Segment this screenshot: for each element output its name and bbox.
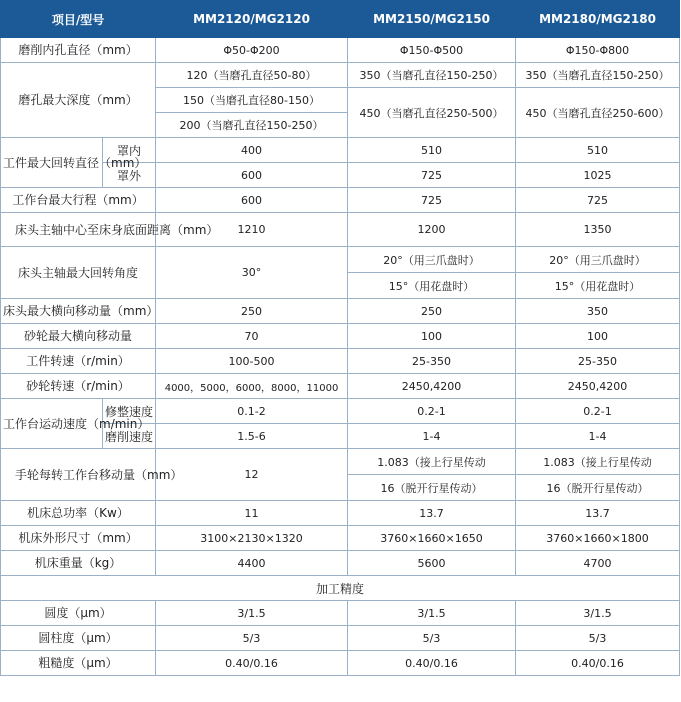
cell-depth-m2-b: 450（当磨孔直径250-500） (348, 88, 516, 138)
cell-cylindricity-m3: 5/3 (516, 626, 680, 651)
cell-wheel-cross-m1: 70 (156, 324, 348, 349)
cell-dimensions-m1: 3100×2130×1320 (156, 526, 348, 551)
label-spindle-angle: 床头主轴最大回转角度 (1, 247, 156, 299)
row-roughness (1, 651, 680, 676)
label-roundness: 圆度（μm） (1, 601, 156, 626)
label-table-travel: 工作台最大行程（mm） (1, 188, 156, 213)
header-model-3: MM2180/MG2180 (516, 1, 680, 38)
row-work-speed (1, 349, 680, 374)
cell-spindle-height-m3: 1350 (516, 213, 680, 247)
header-row (1, 1, 680, 38)
row-wheel-speed (1, 374, 680, 399)
cell-table-speed-dress-m2: 0.2-1 (348, 399, 516, 424)
row-cylindricity (1, 626, 680, 651)
cell-spindle-height-m1: 1210 (156, 213, 348, 247)
cell-spindle-angle-m1: 30° (156, 247, 348, 299)
label-swing-outer: 罩外 (103, 163, 156, 188)
cell-spindle-angle-m3-b: 15°（用花盘时） (516, 273, 680, 299)
cell-head-cross-m2: 250 (348, 299, 516, 324)
label-wheel-cross: 砂轮最大横向移动量 (1, 324, 156, 349)
row-handwheel-1 (1, 449, 680, 475)
cell-table-speed-grind-m2: 1-4 (348, 424, 516, 449)
cell-roundness-m1: 3/1.5 (156, 601, 348, 626)
label-wheel-speed: 砂轮转速（r/min） (1, 374, 156, 399)
cell-wheel-speed-m2: 2450,4200 (348, 374, 516, 399)
cell-table-speed-grind-m3: 1-4 (516, 424, 680, 449)
label-bore: 磨削内孔直径（mm） (1, 38, 156, 63)
label-power: 机床总功率（Kw） (1, 501, 156, 526)
label-dimensions: 机床外形尺寸（mm） (1, 526, 156, 551)
cell-roundness-m2: 3/1.5 (348, 601, 516, 626)
cell-spindle-height-m2: 1200 (348, 213, 516, 247)
cell-dimensions-m2: 3760×1660×1650 (348, 526, 516, 551)
cell-table-speed-dress-m3: 0.2-1 (516, 399, 680, 424)
cell-depth-m1-b: 150（当磨孔直径80-150） (156, 88, 348, 113)
cell-roughness-m1: 0.40/0.16 (156, 651, 348, 676)
cell-handwheel-m1: 12 (156, 449, 348, 501)
cell-table-travel-m3: 725 (516, 188, 680, 213)
label-swing: 工件最大回转直径（mm） (1, 138, 103, 188)
cell-table-speed-grind-m1: 1.5-6 (156, 424, 348, 449)
cell-bore-m2: Φ150-Φ500 (348, 38, 516, 63)
cell-handwheel-m3-b: 16（脱开行星传动） (516, 475, 680, 501)
row-dimensions (1, 526, 680, 551)
cell-swing-inner-m1: 400 (156, 138, 348, 163)
cell-table-travel-m1: 600 (156, 188, 348, 213)
label-work-speed: 工件转速（r/min） (1, 349, 156, 374)
label-head-cross: 床头最大横向移动量（mm） (1, 299, 156, 324)
cell-weight-m2: 5600 (348, 551, 516, 576)
section-precision: 加工精度 (1, 576, 680, 601)
cell-roughness-m3: 0.40/0.16 (516, 651, 680, 676)
label-table-speed-dress: 修整速度 (103, 399, 156, 424)
cell-swing-outer-m3: 1025 (516, 163, 680, 188)
cell-cylindricity-m1: 5/3 (156, 626, 348, 651)
cell-bore-m3: Φ150-Φ800 (516, 38, 680, 63)
cell-handwheel-m2-a: 1.083（接上行星传动 (348, 449, 516, 475)
cell-wheel-cross-m3: 100 (516, 324, 680, 349)
cell-weight-m1: 4400 (156, 551, 348, 576)
cell-spindle-angle-m3-a: 20°（用三爪盘时） (516, 247, 680, 273)
cell-wheel-speed-m1: 4000，5000，6000，8000，11000 (156, 374, 348, 399)
row-spindle-height (1, 213, 680, 247)
cell-wheel-cross-m2: 100 (348, 324, 516, 349)
row-table-travel (1, 188, 680, 213)
cell-depth-m1-c: 200（当磨孔直径150-250） (156, 113, 348, 138)
cell-weight-m3: 4700 (516, 551, 680, 576)
cell-roundness-m3: 3/1.5 (516, 601, 680, 626)
cell-depth-m3-b: 450（当磨孔直径250-600） (516, 88, 680, 138)
cell-handwheel-m3-a: 1.083（接上行星传动 (516, 449, 680, 475)
cell-bore-m1: Φ50-Φ200 (156, 38, 348, 63)
label-spindle-height: 床头主轴中心至床身底面距离（mm） (1, 213, 156, 247)
cell-power-m3: 13.7 (516, 501, 680, 526)
cell-swing-outer-m2: 725 (348, 163, 516, 188)
cell-depth-m3-a: 350（当磨孔直径150-250） (516, 63, 680, 88)
cell-depth-m1-a: 120（当磨孔直径50-80） (156, 63, 348, 88)
cell-work-speed-m3: 25-350 (516, 349, 680, 374)
label-handwheel: 手轮每转工作台移动量（mm） (1, 449, 156, 501)
row-weight (1, 551, 680, 576)
row-spindle-angle-1 (1, 247, 680, 273)
cell-work-speed-m1: 100-500 (156, 349, 348, 374)
cell-swing-outer-m1: 600 (156, 163, 348, 188)
row-roundness (1, 601, 680, 626)
cell-swing-inner-m2: 510 (348, 138, 516, 163)
cell-power-m2: 13.7 (348, 501, 516, 526)
cell-swing-inner-m3: 510 (516, 138, 680, 163)
cell-table-travel-m2: 725 (348, 188, 516, 213)
cell-spindle-angle-m2-b: 15°（用花盘时） (348, 273, 516, 299)
row-head-cross (1, 299, 680, 324)
row-table-speed-dress (1, 399, 680, 424)
label-swing-inner: 罩内 (103, 138, 156, 163)
label-cylindricity: 圆柱度（μm） (1, 626, 156, 651)
cell-handwheel-m2-b: 16（脱开行星传动） (348, 475, 516, 501)
cell-dimensions-m3: 3760×1660×1800 (516, 526, 680, 551)
cell-depth-m2-a: 350（当磨孔直径150-250） (348, 63, 516, 88)
row-power (1, 501, 680, 526)
row-bore (1, 38, 680, 63)
row-precision-title (1, 576, 680, 601)
cell-work-speed-m2: 25-350 (348, 349, 516, 374)
label-table-speed: 工作台运动速度（m/min） (1, 399, 103, 449)
cell-spindle-angle-m2-a: 20°（用三爪盘时） (348, 247, 516, 273)
header-model-2: MM2150/MG2150 (348, 1, 516, 38)
label-roughness: 粗糙度（μm） (1, 651, 156, 676)
header-model-1: MM2120/MG2120 (156, 1, 348, 38)
row-wheel-cross (1, 324, 680, 349)
cell-head-cross-m3: 350 (516, 299, 680, 324)
cell-table-speed-dress-m1: 0.1-2 (156, 399, 348, 424)
cell-roughness-m2: 0.40/0.16 (348, 651, 516, 676)
cell-cylindricity-m2: 5/3 (348, 626, 516, 651)
cell-wheel-speed-m3: 2450,4200 (516, 374, 680, 399)
cell-power-m1: 11 (156, 501, 348, 526)
label-weight: 机床重量（kg） (1, 551, 156, 576)
header-item: 项目/型号 (1, 1, 156, 38)
row-swing-inner (1, 138, 680, 163)
cell-head-cross-m1: 250 (156, 299, 348, 324)
label-depth: 磨孔最大深度（mm） (1, 63, 156, 138)
label-table-speed-grind: 磨削速度 (103, 424, 156, 449)
